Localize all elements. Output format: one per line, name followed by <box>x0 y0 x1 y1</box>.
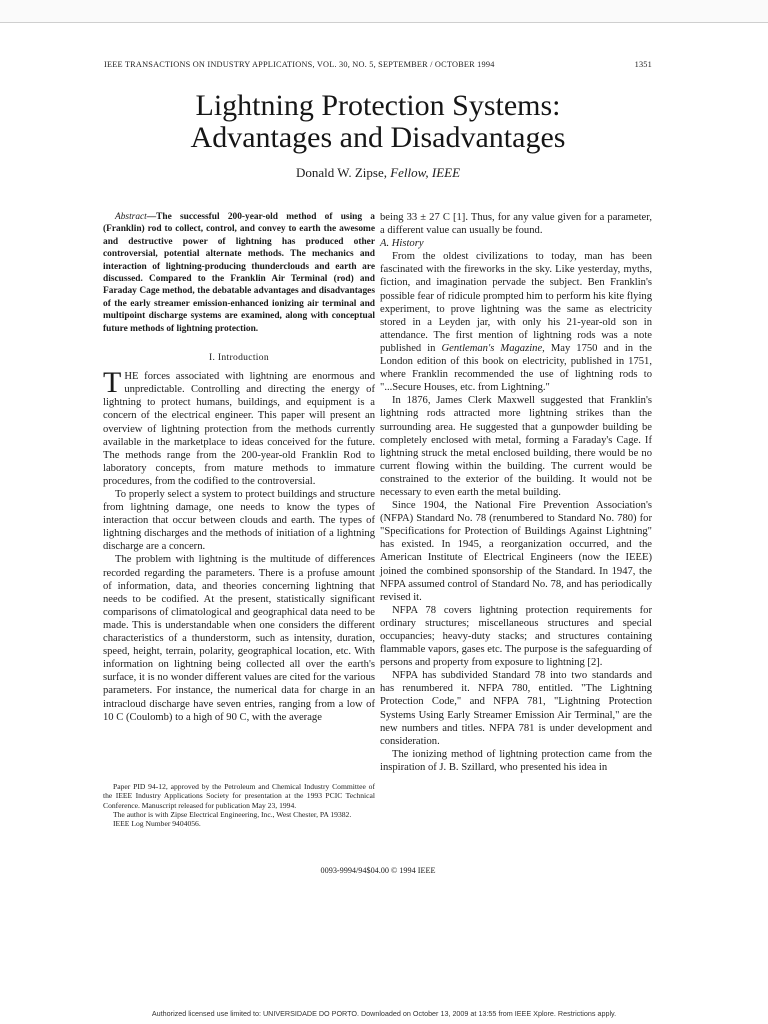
abstract-text: —The successful 200-year-old method of using a (Franklin) rod to collect, control, and convey to earth the awesome and destructive power of lightning has produced other controversial, potential alternate methods. The mechanics and interaction of lightning-producing thunderclouds and earth are discussed. Compared to the Franklin Air Terminal (rod) and Faraday Cage method, the debatable advantages and disadvantages of the early streamer emission-enhanced ionizing air terminal and multipoint discharge systems are examined, along with conceptual future methods of lightning protection. <box>103 212 375 334</box>
history-paragraph-2: In 1876, James Clerk Maxwell suggested that Franklin's lightning rods attracted more lightning strikes than the surrounding area. He suggested that a gunpowder building be completely enclosed with metal, forming a Faraday's Cage. If lightning struck the metal enclosed building, there would be no current flowing within the building. The current would be constrained to the exterior of the building. It would not be necessary to even earth the metal building. <box>380 395 652 498</box>
title-line-1: Lightning Protection Systems: <box>195 89 561 122</box>
paper-title <box>104 90 652 154</box>
history-paragraph-3: Since 1904, the National Fire Prevention Association's (NFPA) Standard No. 78 (renumbered to Standard No. 780) for "Specifications for Protection of Buildings Against Lightning" has existed. In 1945, a reorganization occurred, and the American Institute of Electrical Engineers (now the IEEE) joined the combined sponsorship of the Standard. In 1947, the NFPA assumed control of Standard No. 78, and has periodically revised it. <box>380 500 652 603</box>
section-heading-introduction: I. Introduction <box>209 352 269 364</box>
page-number: 1351 <box>634 60 652 69</box>
right-paragraph-0: being 33 ± 27 C [1]. Thus, for any value given for a parameter, a different value can usually be found. <box>380 212 652 237</box>
history-paragraph-4: NFPA 78 covers lightning protection requirements for ordinary structures; miscellaneous structures and special occupancies; heavy-duty stacks; and structures containing flammable vapors, gases etc. The purpose is the safeguarding of persons and property from exposure to lightning [2]. <box>380 604 652 669</box>
abstract-label: Abstract <box>115 212 147 222</box>
history-paragraph-5: NFPA has subdivided Standard 78 into two standards and has renumbered it. NFPA 780, entitled. "The Lightning Protection Code," and NFPA 781, "Lightning Protection Systems Using Early Streamer Emission Air Terminal," are the new numbers and titles. NFPA 781 is under development and consideration. <box>380 670 652 747</box>
intro-paragraph-3: The problem with lightning is the multitude of differences recorded regarding the parameters. There is a profuse amount of information, data, and theories concerning lightning that needs to be codified. At the present, statistically significant comparisons of climatological and geographical data need to be made. This is understandable when one considers the different characteristics of a thunderstorm, such as intensity, duration, speed, height, terrain, polarity, geographical location, etc. With information on lightning being collected all over the earth's surface, it is no wonder different values are cited for the various parameters. For instance, the numerical data for charge in an intracloud discharge have seven entries, ranging from a low of 10 C (Coulomb) to a high of 90 C, with the average <box>103 554 375 723</box>
drop-cap: T <box>103 366 122 400</box>
author-name: Donald W. Zipse, <box>295 165 387 180</box>
abstract <box>103 211 375 335</box>
history-paragraph-1-rest: May 1750 and in the London edition of this book on electricity, published in 1751, where Franklin recommended the use of lightning rods to "...Secure Houses, etc. from Lightning." <box>380 342 653 394</box>
running-header <box>104 60 652 69</box>
footnote-2: The author is with Zipse Electrical Engineering, Inc., West Chester, PA 19382. <box>113 809 352 819</box>
license-notice: Authorized licensed use limited to: UNIVERSIDADE DO PORTO. Downloaded on October 13, 2009 at 13:55 from IEEE Xplore. Restrictions apply. <box>151 1009 617 1018</box>
viewer-top-bar <box>0 0 768 23</box>
subsection-heading-history: A. History <box>380 238 424 250</box>
title-line-2: Advantages and Disadvantages <box>190 121 566 154</box>
left-column <box>103 211 375 724</box>
history-paragraph-6: The ionizing method of lightning protection came from the inspiration of J. B. Szillard, who presented his idea in <box>380 748 652 773</box>
history-paragraph-1-text: From the oldest civilizations to today, man has been fascinated with the fireworks in the sky. Like yesterday, myths, fiction, and imagination pervade the subject. Ben Franklin's possible fear of ridicule prompted him to perform his kite flying experiment, to prove lightning was the same as electricity stored in a Leyden jar, with only his 21-year-old son in attendance. The first mention of lightning rods was a note published in <box>380 251 652 354</box>
author-grade: Fellow, IEEE <box>390 165 461 180</box>
footnote-3: IEEE Log Number 9404056. <box>113 819 201 829</box>
intro-paragraph-1 <box>103 366 375 488</box>
history-paragraph-1 <box>380 250 652 394</box>
footnotes <box>103 782 375 828</box>
intro-paragraph-2: To properly select a system to protect buildings and structure from lightning damage, one needs to know the types of interaction that occur between clouds and earth. The types of lightning discharges and the methods of initiation of a lightning discharge are a concern. <box>103 489 375 553</box>
footnote-1: Paper PID 94-12, approved by the Petroleum and Chemical Industry Committee of the IEEE Industry Applications Society for presentation at the 1993 PCIC Technical Conference. Manuscript released for publication May 23, 1994. <box>103 782 375 810</box>
author-line <box>104 165 652 181</box>
magazine-title: Gentleman's Magazine, <box>441 342 545 354</box>
journal-citation: IEEE TRANSACTIONS ON INDUSTRY APPLICATIONS, VOL. 30, NO. 5, SEPTEMBER / OCTOBER 1994 <box>104 60 495 69</box>
right-column <box>380 211 652 774</box>
intro-paragraph-1-text: HE forces associated with lightning are enormous and unpredictable. Controlling and directing the energy of lightning to protect humans, buildings, and equipment is a concern of the electrical engineer. This paper will present an overview of lightning protection from the methods currently available in the marketplace to ideas conceived for the future. The methods range from the 200-year-old Franklin Rod to laboratory concepts, from mature methods to immature procedures, from the codified to the controversial. <box>103 371 375 487</box>
copyright-line: 0093-9994/94$04.00 © 1994 IEEE <box>320 866 436 875</box>
